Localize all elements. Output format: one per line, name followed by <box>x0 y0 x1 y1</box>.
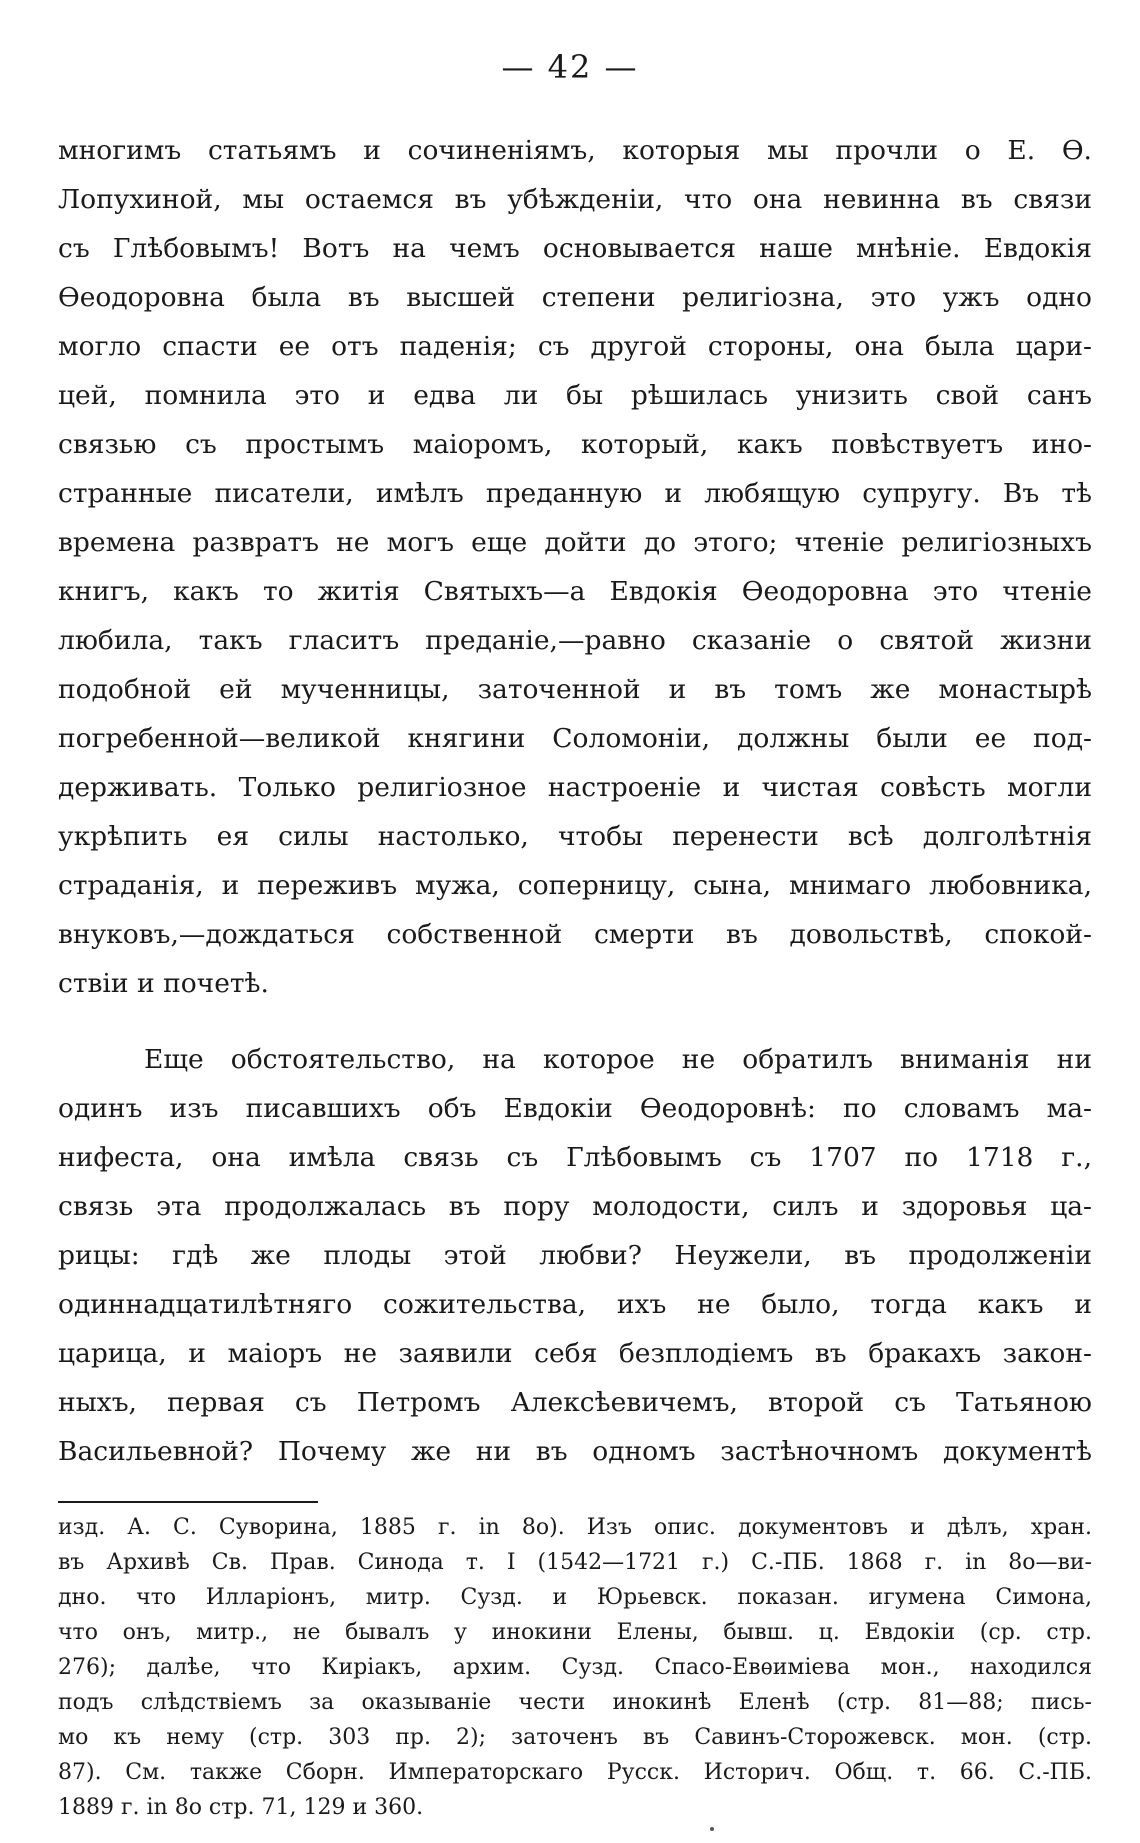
text-line: цей, помнила это и едва ли бы рѣшилась унизить свой санъ <box>58 380 1092 411</box>
page-number: — 42 — <box>501 48 639 86</box>
paragraph-2 <box>58 1035 1092 1476</box>
footnote-divider <box>58 1501 318 1503</box>
print-speck <box>710 1827 714 1831</box>
text-line: страданія, и переживъ мужа, соперницу, сына, мнимаго любовника, <box>58 870 1092 901</box>
text-line: связью съ простымъ маіоромъ, который, какъ повѣствуетъ ино- <box>58 429 1092 460</box>
text-line: нифеста, она имѣла связь съ Глѣбовымъ съ 1707 по 1718 г., <box>58 1142 1092 1173</box>
text-line: Васильевной? Почему же ни въ одномъ застѣночномъ документѣ <box>58 1436 1092 1467</box>
footnote-line: мо къ нему (стр. 303 пр. 2); заточенъ въ Савинъ-Сторожевск. мон. (стр. <box>58 1725 1092 1750</box>
text-line: ствіи и почетѣ. <box>58 968 269 999</box>
footnote-line: что онъ, митр., не бывалъ у инокини Елены, бывш. ц. Евдокіи (ср. стр. <box>58 1620 1092 1645</box>
footnote-line: 1889 г. in 8о стр. 71, 129 и 360. <box>58 1795 424 1820</box>
footnote-line: 87). См. также Сборн. Императорскаго Русск. Историч. Общ. т. 66. С.-ПБ. <box>58 1760 1092 1785</box>
text-line: времена развратъ не могъ еще дойти до этого; чтеніе религіозныхъ <box>58 527 1092 558</box>
footnote-line: изд. А. С. Суворина, 1885 г. in 8о). Изъ опис. документовъ и дѣлъ, хран. <box>58 1515 1092 1540</box>
paragraph-gap <box>58 1008 1092 1035</box>
footnote <box>58 1510 1092 1825</box>
footnote-line: дно. что Илларіонъ, митр. Сузд. и Юрьевск. показан. игумена Симона, <box>58 1585 1092 1610</box>
text-line: рицы: гдѣ же плоды этой любви? Неужели, въ продолженіи <box>58 1240 1092 1271</box>
text-line: многимъ статьямъ и сочиненіямъ, которыя мы прочли о Е. Ѳ. <box>58 135 1092 166</box>
text-line: внуковъ,—дождаться собственной смерти въ довольствѣ, спокой- <box>58 919 1092 950</box>
text-line: держивать. Только религіозное настроеніе и чистая совѣсть могли <box>58 772 1092 803</box>
main-text <box>58 126 1092 1476</box>
text-line: Лопухиной, мы остаемся въ убѣжденіи, что она невинна въ связи <box>58 184 1092 215</box>
footnote-line: 276); далѣе, что Киріакъ, архим. Сузд. Спасо-Евѳиміева мон., находился <box>58 1655 1092 1680</box>
text-line: съ Глѣбовымъ! Вотъ на чемъ основывается наше мнѣніе. Евдокія <box>58 233 1092 264</box>
text-line: Еще обстоятельство, на которое не обратилъ вниманія ни <box>144 1044 1092 1075</box>
text-line: любила, такъ гласитъ преданіе,—равно сказаніе о святой жизни <box>58 625 1092 656</box>
footnote-line: въ Архивѣ Св. Прав. Синода т. I (1542—1721 г.) С.-ПБ. 1868 г. in 8о—ви- <box>58 1550 1092 1575</box>
footnote-line: подъ слѣдствіемъ за оказываніе чести инокинѣ Еленѣ (стр. 81—88; пись- <box>58 1690 1092 1715</box>
text-line: странные писатели, имѣлъ преданную и любящую супругу. Въ тѣ <box>58 478 1092 509</box>
text-line: ныхъ, первая съ Петромъ Алексѣевичемъ, второй съ Татьяною <box>58 1387 1092 1418</box>
text-line: одиннадцатилѣтняго сожительства, ихъ не было, тогда какъ и <box>58 1289 1092 1320</box>
text-line: связь эта продолжалась въ пору молодости, силъ и здоровья ца- <box>58 1191 1092 1222</box>
text-line: одинъ изъ писавшихъ объ Евдокіи Ѳеодоровнѣ: по словамъ ма- <box>58 1093 1092 1124</box>
text-line: Ѳеодоровна была въ высшей степени религіозна, это ужъ одно <box>58 282 1092 313</box>
text-line: могло спасти ее отъ паденія; съ другой стороны, она была цари- <box>58 331 1092 362</box>
text-line: книгъ, какъ то житія Святыхъ—а Евдокія Ѳеодоровна это чтеніе <box>58 576 1092 607</box>
paragraph-1 <box>58 126 1092 1008</box>
text-line: погребенной—великой княгини Соломоніи, должны были ее под- <box>58 723 1092 754</box>
text-line: царица, и маіоръ не заявили себя безплодіемъ въ бракахъ закон- <box>58 1338 1092 1369</box>
text-line: укрѣпить ея силы настолько, чтобы перенести всѣ долголѣтнія <box>58 821 1092 852</box>
text-line: подобной ей мученницы, заточенной и въ томъ же монастырѣ <box>58 674 1092 705</box>
